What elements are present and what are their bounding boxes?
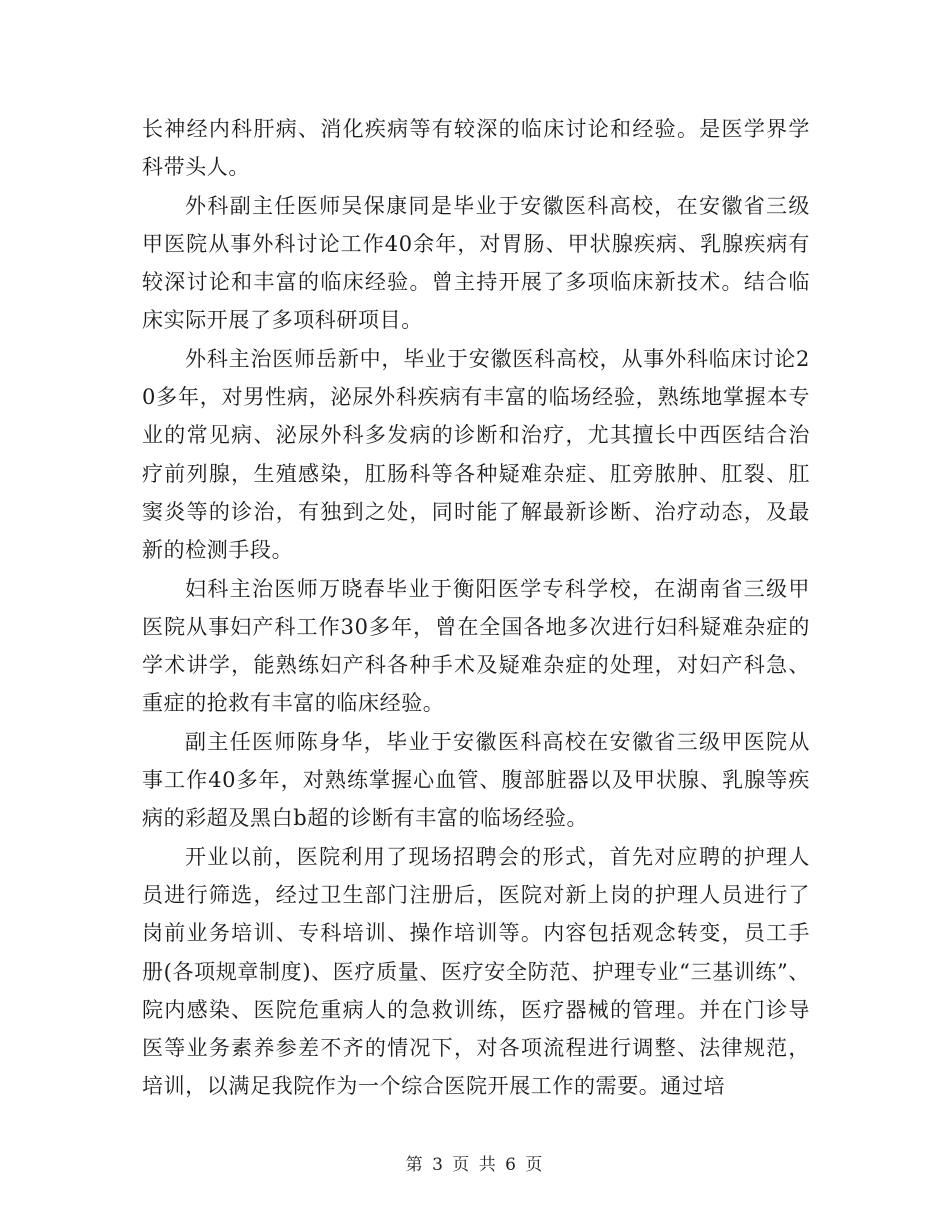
paragraph-2: 外科副主任医师吴保康同是毕业于安徽医科高校，在安徽省三级甲医院从事外科讨论工作40余年，对胃肠、甲状腺疾病、乳腺疾病有较深讨论和丰富的临床经验。曾主持开展了多项临床新技术。结合临床实际开展了多项科研项目。 [142,193,810,333]
paragraph-6: 开业以前，医院利用了现场招聘会的形式，首先对应聘的护理人员进行筛选，经过卫生部门注册后，医院对新上岗的护理人员进行了岗前业务培训、专科培训、操作培训等。内容包括观念转变，员工手册(各项规章制度)、医疗质量、医疗安全防范、护理专业“三基训练”、院内感染、医院危重病人的急救训练，医疗器械的管理。并在门诊导医等业务素养参差不齐的情况下，对各项流程进行调整、法律规范，培训，以满足我院作为一个综合医院开展工作的需要。通过培 [142,844,810,1099]
page-number-footer: 第 3 页 共 6 页 [405,1155,545,1175]
document-body [142,110,810,1106]
paragraph-4: 妇科主治医师万晓春毕业于衡阳医学专科学校，在湖南省三级甲医院从事妇产科工作30多年，曾在全国各地多次进行妇科疑难杂症的学术讲学，能熟练妇产科各种手术及疑难杂症的处理，对妇产科急、重症的抢救有丰富的临床经验。 [142,576,810,716]
paragraph-1: 长神经内科肝病、消化疾病等有较深的临床讨论和经验。是医学界学科带头人。 [142,117,810,180]
paragraph-3: 外科主治医师岳新中，毕业于安徽医科高校，从事外科临床讨论20多年，对男性病，泌尿外科疾病有丰富的临场经验，熟练地掌握本专业的常见病、泌尿外科多发病的诊断和治疗，尤其擅长中西医结合治疗前列腺，生殖感染，肛肠科等各种疑难杂症、肛旁脓肿、肛裂、肛窦炎等的诊治，有独到之处，同时能了解最新诊断、治疗动态，及最新的检测手段。 [142,346,810,563]
paragraph-5: 副主任医师陈身华，毕业于安徽医科高校在安徽省三级甲医院从事工作40多年，对熟练掌握心血管、腹部脏器以及甲状腺、乳腺等疾病的彩超及黑白b超的诊断有丰富的临场经验。 [142,729,810,831]
